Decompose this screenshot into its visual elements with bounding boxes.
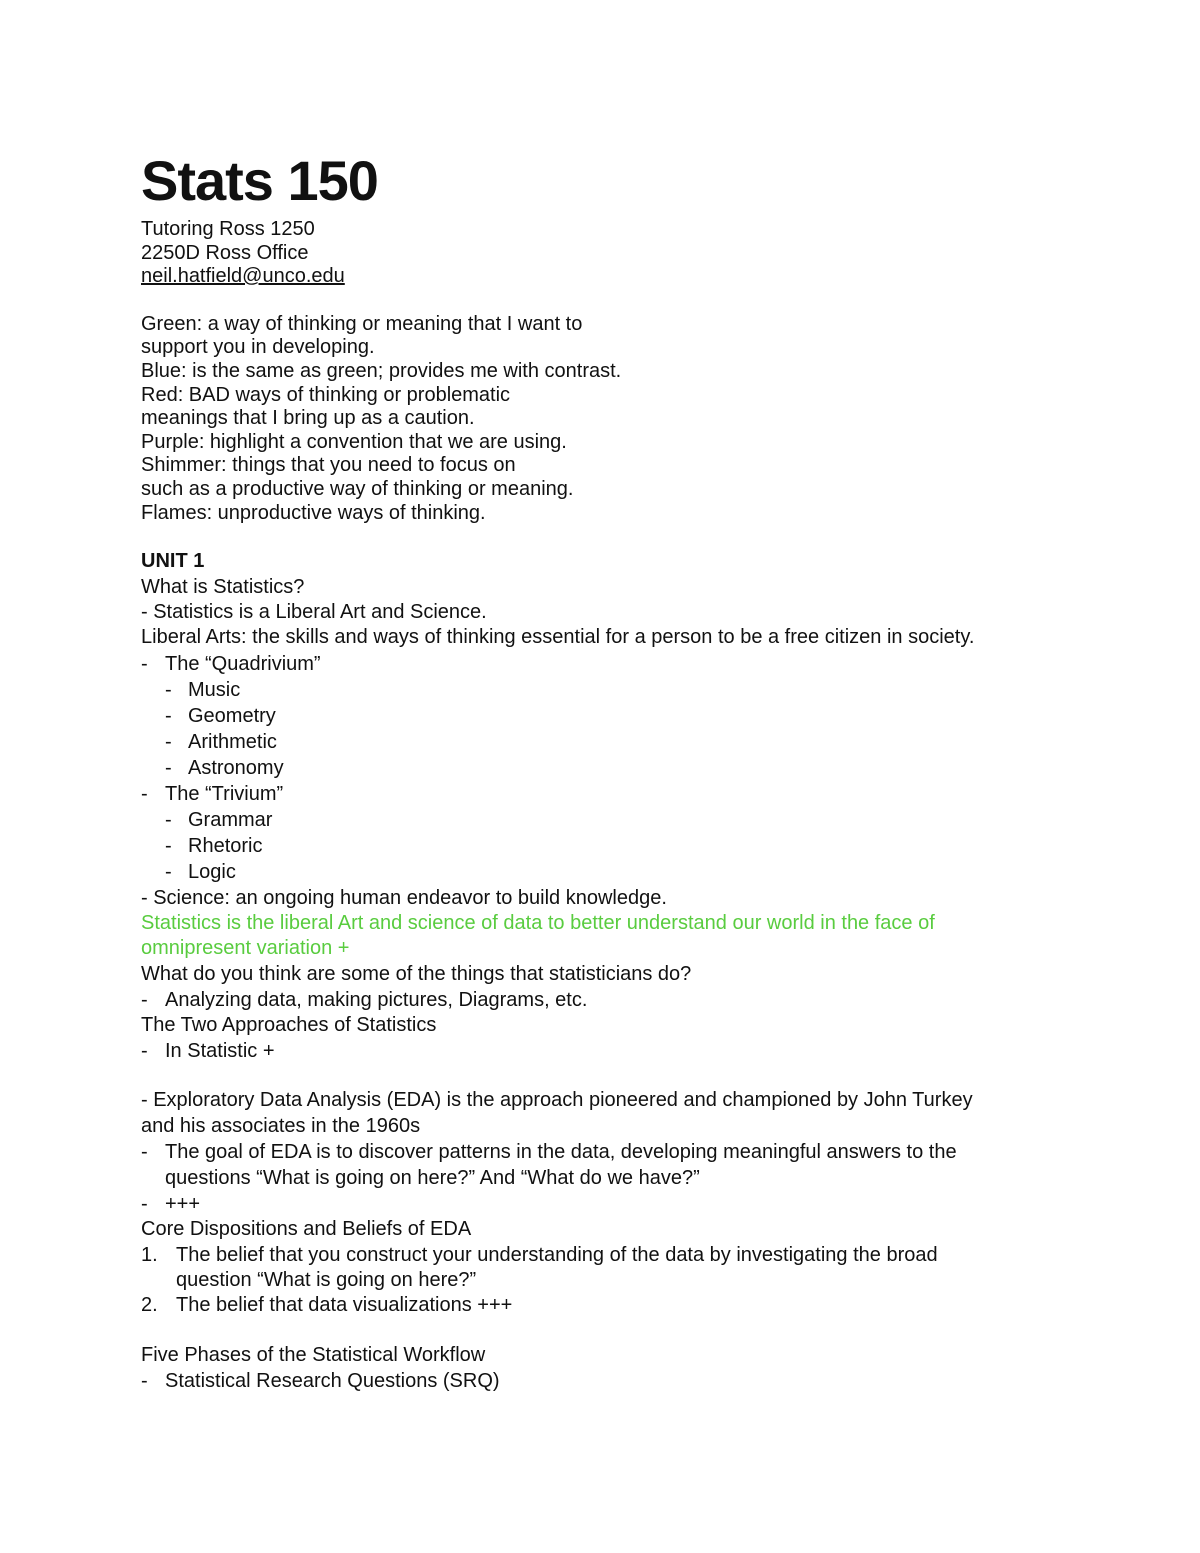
spacer: [141, 1064, 1071, 1088]
dash-marker: -: [141, 1370, 148, 1393]
dash-marker: -: [165, 730, 172, 753]
definition: - Science: an ongoing human endeavor to build knowledge.: [141, 886, 667, 909]
highlighted-definition: Statistics is the liberal Art and science of data to better understand our world in the face of: [141, 911, 935, 934]
legend-line: Blue: is the same as green; provides me with contrast.: [141, 359, 622, 382]
subheading: Five Phases of the Statistical Workflow: [141, 1343, 486, 1366]
spacer: [141, 525, 1071, 549]
dash-marker: -: [165, 834, 172, 857]
list-item: - +++: [141, 1193, 201, 1216]
dash-marker: -: [165, 808, 172, 831]
legend-line: such as a productive way of thinking or meaning.: [141, 477, 574, 500]
list-item: - Grammar: [165, 808, 273, 831]
numbered-item: 1. The belief that you construct your understanding of the data by investigating the broad: [141, 1243, 938, 1266]
section-question: What do you think are some of the things that statisticians do?: [141, 962, 692, 985]
subheading: The Two Approaches of Statistics: [141, 1013, 437, 1036]
dash-marker: -: [141, 1040, 148, 1063]
dash-marker: -: [165, 678, 172, 701]
dash-marker: -: [165, 860, 172, 883]
legend-line: Purple: highlight a convention that we are using.: [141, 430, 567, 453]
list-item: - The goal of EDA is to discover patterns in the data, developing meaningful answers to the: [141, 1141, 957, 1164]
definition: Liberal Arts: the skills and ways of thinking essential for a person to be a free citizen in society.: [141, 626, 975, 649]
email-link[interactable]: neil.hatfield@unco.edu: [141, 265, 345, 288]
list-item: - Logic: [165, 860, 236, 883]
list-item: - Astronomy: [165, 756, 284, 779]
list-item: - Rhetoric: [165, 834, 263, 857]
color-legend: [141, 313, 1071, 525]
page-title: Stats 150: [141, 149, 378, 212]
list-item: - Geometry: [165, 704, 276, 727]
legend-line: Green: a way of thinking or meaning that I want to: [141, 312, 583, 335]
dash-marker: -: [141, 782, 148, 805]
list-item-trivium: - The “Trivium”: [141, 782, 284, 805]
dash-marker: -: [141, 1141, 148, 1164]
section-question: What is Statistics?: [141, 575, 305, 598]
subheading: Core Dispositions and Beliefs of EDA: [141, 1218, 472, 1241]
numbered-item-continuation: question “What is going on here?”: [176, 1269, 477, 1291]
notes-content: [141, 150, 1071, 1394]
numbered-item: 2. The belief that data visualizations +++: [141, 1294, 513, 1317]
list-item-continuation: questions “What is going on here?” And “What do we have?”: [165, 1167, 700, 1190]
spacer: [141, 289, 1071, 313]
list-item: - Analyzing data, making pictures, Diagrams, etc.: [141, 988, 588, 1011]
tutoring-location: Tutoring Ross 1250: [141, 218, 315, 240]
office-location: 2250D Ross Office: [141, 241, 309, 264]
statement: and his associates in the 1960s: [141, 1114, 421, 1137]
spacer: [141, 1319, 1071, 1343]
legend-line: Shimmer: things that you need to focus on: [141, 454, 516, 477]
dash-marker: -: [165, 704, 172, 727]
legend-line: meanings that I bring up as a caution.: [141, 407, 475, 430]
dash-marker: -: [165, 756, 172, 779]
unit-1-section: [141, 549, 1071, 1394]
legend-line: Red: BAD ways of thinking or problematic: [141, 383, 511, 406]
list-item-quadrivium: - The “Quadrivium”: [141, 652, 321, 675]
statement: - Exploratory Data Analysis (EDA) is the approach pioneered and championed by John Turkey: [141, 1089, 973, 1112]
legend-line: support you in developing.: [141, 336, 375, 359]
dash-marker: -: [141, 652, 148, 675]
list-item: - Statistical Research Questions (SRQ): [141, 1370, 500, 1393]
list-item: - In Statistic +: [141, 1040, 275, 1063]
highlighted-definition: omnipresent variation +: [141, 937, 350, 960]
unit-heading: UNIT 1: [141, 550, 205, 573]
statement: - Statistics is a Liberal Art and Science.: [141, 600, 487, 623]
legend-line: Flames: unproductive ways of thinking.: [141, 501, 486, 524]
list-item: - Music: [165, 678, 241, 701]
list-item: - Arithmetic: [165, 730, 277, 753]
dash-marker: -: [141, 988, 148, 1011]
dash-marker: -: [141, 1193, 148, 1216]
